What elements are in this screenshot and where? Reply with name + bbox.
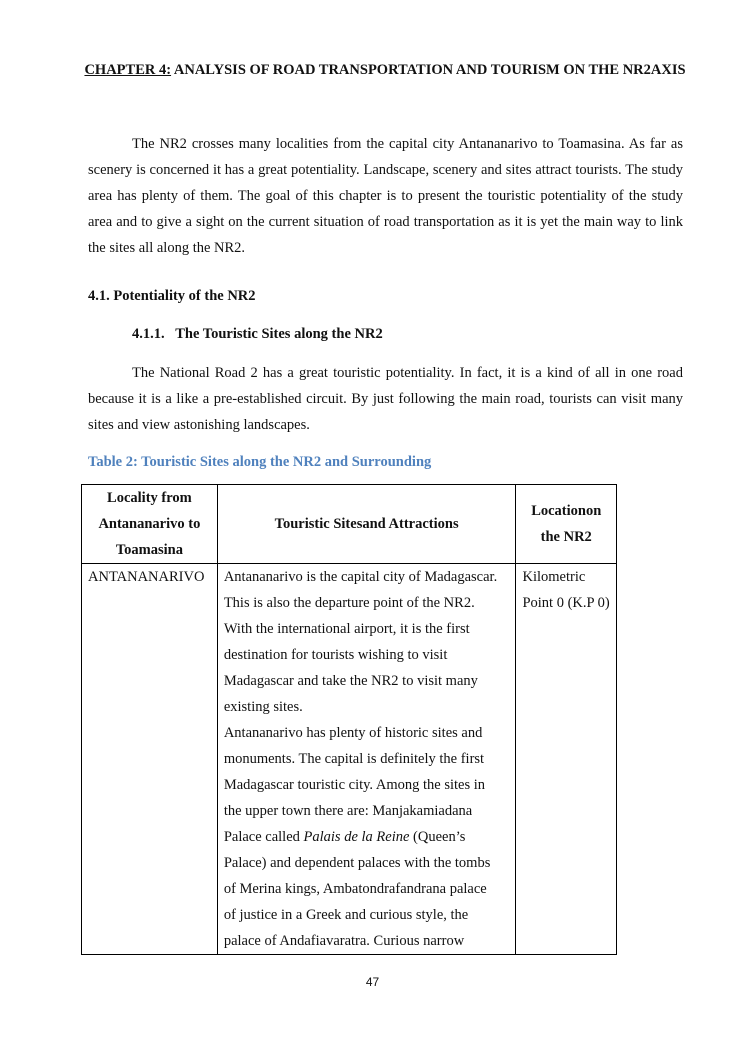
intro-paragraph: The NR2 crosses many localities from the capital city Antananarivo to Toamasina. As far as scenery is concerned it has a great potentiality. Landscape, scenery and sites attract tourists. The study area has plenty of them. The goal of this chapter is to present the touristic potentiality of the study area and to give a sight on the current situation of road transportation as it is yet the main way to link the sites all along the NR2.: [88, 136, 683, 256]
text-line: existing sites.: [223, 699, 303, 715]
text-line: of justice in a Greek and curious style, the: [223, 907, 469, 923]
text-line: destination for tourists wishing to visit: [223, 647, 448, 663]
header-locality: Locality from Antananarivo to Toamasina: [82, 485, 218, 564]
text-part: (Queen’s: [409, 829, 466, 845]
section-heading: 4.1. Potentiality of the NR2: [88, 288, 256, 304]
page-number: 47: [365, 975, 380, 989]
text-line: the upper town there are: Manjakamiadana: [223, 803, 473, 819]
text-line: Antananarivo is the capital city of Madagascar.: [223, 569, 498, 585]
text-part: Palace called: [223, 829, 304, 845]
text-line: monuments. The capital is definitely the first: [223, 751, 485, 767]
chapter-heading: ANALYSIS OF ROAD TRANSPORTATION AND TOURISM ON THE NR2AXIS: [171, 62, 686, 78]
text-line: With the international airport, it is the first: [223, 621, 470, 637]
touristic-sites-table: [81, 484, 617, 955]
text-line: This is also the departure point of the NR2.: [223, 595, 475, 611]
chapter-label: CHAPTER 4:: [84, 62, 172, 78]
text-line: Palace) and dependent palaces with the tombs: [223, 855, 491, 871]
text-line: palace of Andafiavaratra. Curious narrow: [223, 933, 465, 949]
text-line: [224, 824, 510, 850]
text-line: Antananarivo has plenty of historic sites and: [223, 725, 483, 741]
header-location: Locationon the NR2: [516, 485, 617, 564]
text-line: Madagascar and take the NR2 to visit many: [223, 673, 478, 689]
cell-location: Kilometric Point 0 (K.P 0): [516, 564, 617, 955]
chapter-title: [80, 60, 690, 81]
subsection-paragraph: The National Road 2 has a great touristic potentiality. In fact, it is a kind of all in one road because it is a like a pre-established circuit. By just following the main road, tourists can visit many sites and view astonishing landscapes.: [88, 365, 683, 433]
italic-term: Palais de la Reine: [303, 829, 410, 845]
text-line: of Merina kings, Ambatondrafandrana palace: [223, 881, 487, 897]
text-line: Madagascar touristic city. Among the sites in: [223, 777, 486, 793]
table-header-row: [82, 485, 617, 564]
table-caption: Table 2: Touristic Sites along the NR2 and Surrounding: [88, 454, 432, 470]
cell-locality: ANTANANARIVO: [82, 564, 218, 955]
cell-attractions: [217, 564, 516, 955]
subsection-heading: 4.1.1. The Touristic Sites along the NR2: [132, 326, 383, 342]
header-attractions: Touristic Sitesand Attractions: [217, 485, 516, 564]
table-row: [82, 564, 617, 955]
